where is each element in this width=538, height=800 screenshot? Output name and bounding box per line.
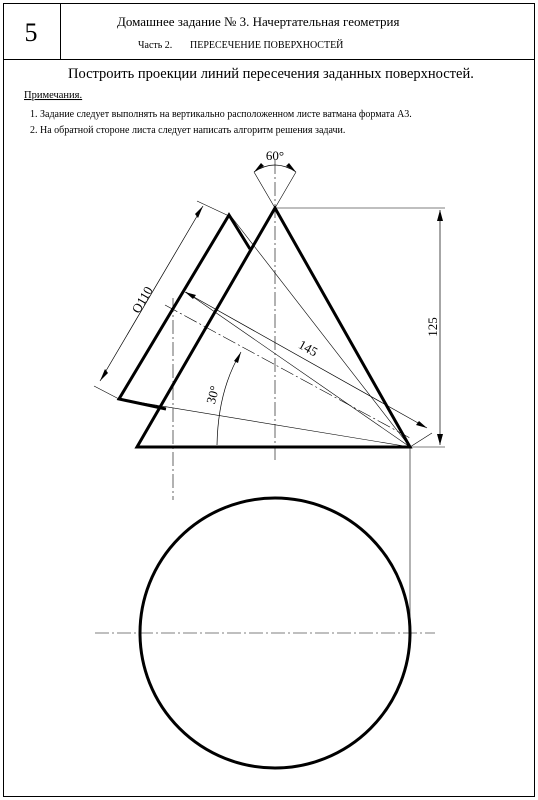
header-part: Часть 2. — [138, 40, 173, 51]
dim-tilt-angle-arc — [217, 352, 241, 445]
arrow-head — [437, 434, 443, 445]
note-item: 1. Задание следует выполнять на вертикально расположенном листе ватмана формата А3. — [30, 109, 412, 120]
dim-length-line — [185, 292, 427, 428]
cone-generator-line — [230, 215, 410, 447]
arrow-head — [416, 421, 427, 428]
note-item: 2. На обратной стороне листа следует написать алгоритм решения задачи. — [30, 125, 346, 136]
dim-diameter-label: O110 — [128, 283, 156, 316]
cone-generator-line — [119, 399, 410, 447]
dim-height-label: 125 — [425, 317, 440, 337]
header-part-title: ПЕРЕСЕЧЕНИЕ ПОВЕРХНОСТЕЙ — [190, 40, 344, 51]
task-number: 5 — [24, 18, 38, 47]
dim-extension-line — [94, 386, 119, 399]
cylinder-axis — [165, 305, 410, 438]
cone-front-view — [137, 208, 410, 447]
notes-heading: Примечания. — [24, 90, 83, 101]
sheet-frame — [4, 4, 535, 797]
angle-extension-line — [254, 172, 275, 208]
arrow-head — [234, 352, 241, 363]
arrow-head — [437, 210, 443, 221]
dim-length-label: 145 — [296, 336, 321, 360]
task-statement: Построить проекции линий пересечения заданных поверхностей. — [68, 66, 474, 82]
dim-tilt-angle-label: 30° — [203, 384, 223, 406]
angle-extension-line — [275, 172, 296, 208]
header-title: Домашнее задание № 3. Начертательная геометрия — [117, 14, 400, 29]
cone-generator-line — [186, 292, 410, 447]
dim-apex-angle-label: 60° — [265, 148, 285, 163]
dim-extension-line — [410, 433, 432, 447]
arrow-head — [195, 206, 203, 218]
arrow-head — [100, 369, 108, 381]
